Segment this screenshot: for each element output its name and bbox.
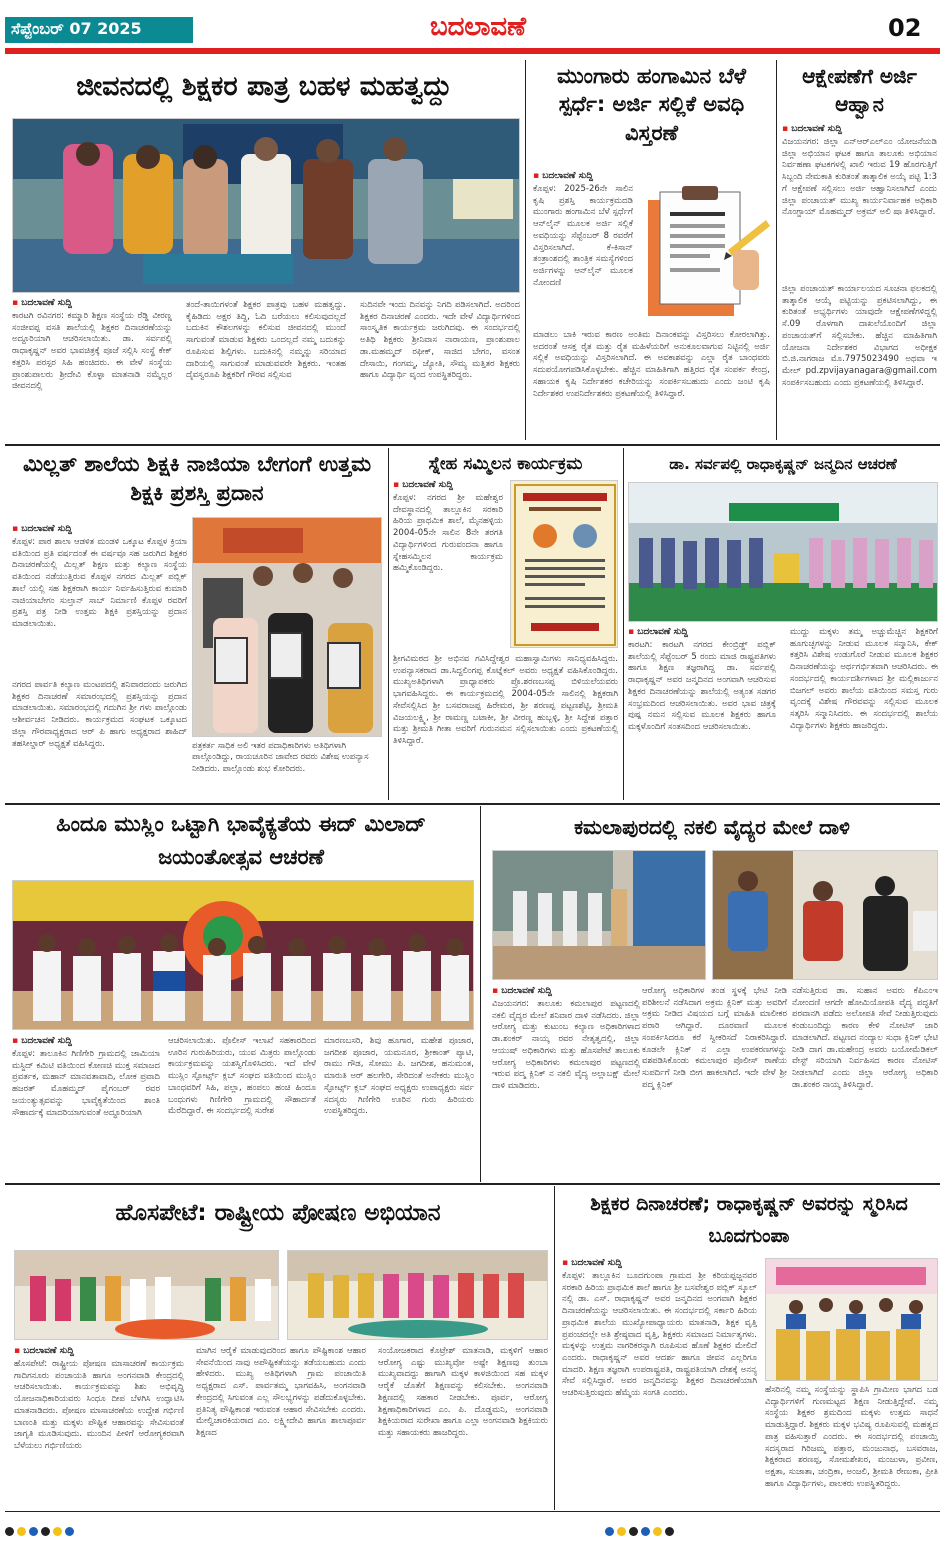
a1-photo [12,118,520,293]
a8-col1: ವಿಜಯನಗರ: ತಾಲೂಕು ಕಮಲಾಪುರ ಪಟ್ಟಣದಲ್ಲಿ ನಕಲಿ ವೈದ್ಯರ ಮೇಲೆ ಶನಿವಾರ ದಾಳಿ ನಡೆಸಿದರು. ಜಿಲ್ಲಾ ಆರೋಗ್ಯ ಮತ್ತು ಕುಟುಂಬ ಕಲ್ಯಾಣ ಅಧಿಕಾರಿಗಳಾದ ಡಾ.ಶಂಕರ್ ನಾಯ್ಕ ರವರ ನೇತೃತ್ವದಲ್ಲಿ, ಜಿಲ್ಲಾ ಆಯುಷ್ ಅಧಿಕಾರಿಗಳು ಮತ್ತು ಹೊಸಪೇಟೆ ತಾಲೂಕು ಆರೋಗ್ಯ ಅಧಿಕಾರಿಗಳು ಕಮಲಾಪುರ ಪಟ್ಟಣದಲ್ಲಿ ಇರುವ ಪದ್ಮ ಕ್ಲಿನಿಕ್ ನ ನಕಲಿ ವೈದ್ಯ ಅಲ್ಲಾಬಕ್ಷ್ ಮೇಲೆ ದಾಳಿ ಮಾಡಿದರು. [492,999,640,1092]
masthead-rule [5,48,940,54]
a7-byline: ▪ ಬದಲಾವಣೆ ಸುದ್ದಿ [12,1036,160,1048]
a9-col1: ಹೊಸಪೇಟೆ: ರಾಷ್ಟ್ರೀಯ ಪೋಷಣ ಮಾಸಾಚರಣೆ ಕಾರ್ಯಕ್ರಮ ಗಾದಿಗನೂರು ಪಂಚಾಯತಿ ಹಾಗೂ ಅಂಗನವಾಡಿ ಕೇಂದ್ರದಲ್ಲಿ ಆಚರಿಸಲಾಯಿತು. ಕಾರ್ಯಕ್ರಮವನ್ನು ಶಿಶು ಅಭಿವೃದ್ಧಿ ಯೋಜನಾಧಿಕಾರಿಯವರು ಸಿಂಧೂ ದೀಪ ಬೆಳಗಿಸಿ ಉದ್ಘಾಟಿಸಿ ಮಾತನಾಡಿದರು. ಪೋಷಣ ಮಾಸಾಚರಣೆಯ ಉದ್ದೇಶ ಗರ್ಭಿಣಿ ಬಾಣಂತಿ ಮತ್ತು ಮಕ್ಕಳು ಪೌಷ್ಟಿಕ ಆಹಾರವನ್ನು ಸೇವಿಸುವಂತೆ ಜಾಗೃತಿ ಮೂಡಿಸುವುದು. ಮುಂದಿನ ಪೀಳಿಗೆ ಆರೋಗ್ಯಕರವಾಗಿ ಬೆಳೆಯಲು ಗರ್ಭಿಣಿಯರು [14,1359,184,1452]
a5-headline: ಸ್ನೇಹ ಸಮ್ಮಿಲನ ಕಾರ್ಯಕ್ರಮ [428,454,583,474]
a2-para1: ಕೊಪ್ಪಳ: 2025-26ನೇ ಸಾಲಿನ ಕೃಷಿ ಪ್ರಶಸ್ತಿ ಕಾರ್ಯಕ್ರಮದಡಿ ಮುಂಗಾರು ಹಂಗಾಮಿನ ಬೆಳೆ ಸ್ಪರ್ಧೆಗೆ ಆನ್‌ಲೈನ್ ಮೂಲಕ ಅರ್ಜಿ ಸಲ್ಲಿಕೆ ಅವಧಿಯನ್ನು ಸೆಪ್ಟೆಂಬರ್ 8 ರವರೆಗೆ ವಿಸ್ತರಿಸಲಾಗಿದೆ. ಕೆ-ಕಿಸಾನ್ ತಂತ್ರಾಂಶದಲ್ಲಿ ತಾಂತ್ರಿಕ ಸಮಸ್ಯೆಗಳಿಂದ ಅರ್ಜಿಗಳನ್ನು ಆನ್‌ಲೈನ್ ಮೂಲಕ ನೋಂದಣಿ [533,184,633,288]
a2-byline: ▪ ಬದಲಾವಣೆ ಸುದ್ದಿ [533,171,633,183]
a5-para2: ಶ್ರೀಗವಿಮಠದ ಶ್ರೀ ಅಭಿನವ ಗವಿಸಿದ್ದೇಶ್ವರ ಮಹಾಸ್ವಾಮಿಗಳು ಸಾನಿಧ್ಯವಹಿಸಿದ್ದರು. ಉಪನ್ಯಾಸಕರಾದ ಡಾ.ಸಿದ್ದಲಿಂಗಪ್ಪ ಕೊಟ್ನೆಕಲ್ ಅವರು ಅಧ್ಯಕ್ಷತೆ ವಹಿಸಿಕೊಂಡಿದ್ದರು. ಮುಖ್ಯಅತಿಥಿಗಳಾಗಿ ಪ್ರಾಧ್ಯಾಪಕರು ಪ್ರೊ.ಶರಣಬಸಪ್ಪ ಬಿಳಿಯಲೆಯವರು ಭಾಗವಹಿಸಿದ್ದರು. ಈ ಕಾರ್ಯಕ್ರಮದಲ್ಲಿ 2004-05ನೇ ಸಾಲಿನಲ್ಲಿ ಶಿಕ್ಷಕರಾಗಿ ಸೇವೆಸಲ್ಲಿಸಿದ ಶ್ರೀ ಬಸವರಾಜಪ್ಪ ಹಿರೇಮಠ, ಶ್ರೀ ಶರಣಪ್ಪ ಪಟ್ಟಣಶೆಟ್ಟಿ, ಶ್ರೀಮತಿ ವಿಜಯಲಕ್ಷ್ಮಿ, ಶ್ರೀ ರಾಮಣ್ಣ ಬಟಾಕೀ, ಶ್ರೀ ವೀರಣ್ಣ ಹುಬ್ಬಳ್ಳಿ, ಶ್ರೀ ಸಿದ್ದೇಶ ಪತ್ತಾರ ಮತ್ತು ಶ್ರೀಮತಿ ಗೀತಾ ಅವರಿಗೆ ಗುರುನಮನ ಸಲ್ಲಿಸಲಾಯಿತು ಎಂದು ಪ್ರಕಟಣೆಯಲ್ಲಿ ತಿಳಿಸಿದ್ದಾರೆ. [393,654,618,747]
a1-col2: ತಂದೆ-ತಾಯಿಗಳಂತೆ ಶಿಕ್ಷಕರ ಪಾತ್ರವು ಬಹಳ ಮಹತ್ವದ್ದು. ಕೈಹಿಡಿದು ಅಕ್ಷರ ತಿದ್ದಿ, ಓದಿ ಬರೆಯಲು ಕಲಿಸುವುದಲ್ಲದೆ ಬದುಕಿನ ಕೌಶಲಗಳನ್ನು ಕಲಿಸುವ ಜೀವನದಲ್ಲಿ ಮುಂದೆ ಸಾಗುವಂತೆ ಮಾಡುವ ಶಿಕ್ಷಕರು ಒಂದಲ್ಲದೆ ನಮ್ಮ ಬದುಕನ್ನು ರೂಪಿಸುವ ಶಿಲ್ಪಿಗಳು. ಬದುಕಿನಲ್ಲಿ ನಮ್ಮನ್ನು ಸರಿಯಾದ ದಾರಿಯಲ್ಲಿ ಸಾಗುವಂತೆ ಮಾಡುವವರೇ ಶಿಕ್ಷಕರು. ಇಂತಹ ದೈವಸ್ವರೂಪಿ ಶಿಕ್ಷಕರಿಗೆ ಗೌರವ ಸಲ್ಲಿಸುವ [186,300,346,381]
a4-caption: ಪತ್ರಕರ್ತ ಸಾಧಿಕ ಅಲಿ ಇತರ ಪದಾಧಿಕಾರಿಗಳು ಅತಿಥಿಗಳಾಗಿ ಪಾಲ್ಗೊಂಡಿದ್ದು, ರಾಯಚೂರಿನ ಜಾವೇದ ರವರು ವಿಶೇಷ ಉಪನ್ಯಾಸ ನೀಡಿದರು. ಪಾಲ್ಗೊಂಡು ಶುಭ ಕೋರಿದರು. [192,741,369,774]
a8-photo-1 [492,850,706,980]
a6-col1: ಕಾರಟಗಿ: ಕಾರಟಗಿ ನಗರದ ಕೇಂಬ್ರಿಡ್ಜ್ ಪಬ್ಲಿಕ್ ಶಾಲೆಯಲ್ಲಿ ಸೆಪ್ಟೆಂಬರ್ 5 ರಂದು ಮಾಜಿ ರಾಷ್ಟ್ರಪತಿಗಳು ಹಾಗೂ ಶಿಕ್ಷಣ ತಜ್ಞರಾಗಿದ್ದ ಡಾ. ಸರ್ವಪಲ್ಲಿ ರಾಧಾಕೃಷ್ಣನ್ ಅವರ ಜನ್ಮದಿನದ ಅಂಗವಾಗಿ ಆಚರಿಸುವ ಶಿಕ್ಷಕರ ದಿನಾಚರಣೆಯನ್ನು ಶಾಲೆಯಲ್ಲಿ ಅತ್ಯಂತ ಸಡಗರ ಸಂಭ್ರಮದಿಂದ ಆಚರಿಸಲಾಯಿತು. ಅವರ ಭಾವ ಚಿತ್ರಕ್ಕೆ ಪುಷ್ಪ ನಮನ ಸಲ್ಲಿಸುವ ಮೂಲಕ ಶಿಕ್ಷಕರು ಹಾಗೂ ಮಕ್ಕಳೊಂದಿಗೆ ಸಂತಸದಿಂದ ಆಚರಿಸಲಾಯಿತು. [628,640,776,733]
a10-photo [765,1258,938,1381]
a5-para1: ಕೊಪ್ಪಳ: ನಗರದ ಶ್ರೀ ಮಹೇಶ್ವರ ದೇವಸ್ಥಾನದಲ್ಲಿ ತಾಲ್ಲೂಕಿನ ಸರಕಾರಿ ಹಿರಿಯ ಪ್ರಾಥಮಿಕ ಶಾಲೆ, ಮೈನಹಳ್ಳಿಯ 2004-05ನೇ ಸಾಲಿನ 8ನೇ ತರಗತಿ ವಿದ್ಯಾರ್ಥಿಗಳಿಂದ ಗುರುವಂದನಾ ಹಾಗೂ ಸ್ನೇಹಸಮ್ಮಿಲನ ಕಾರ್ಯಕ್ರಮ ಹಮ್ಮಿಕೊಂಡಿದ್ದರು. [393,493,503,574]
page-number: 02 [888,14,922,42]
a6-headline: ಡಾ. ಸರ್ವಪಲ್ಲಿ ರಾಧಾಕೃಷ್ಣನ್ ಜನ್ಮದಿನ ಆಚರಣೆ [669,455,897,473]
a6-photo [628,482,938,622]
a10-headline: ಶಿಕ್ಷಕರ ದಿನಾಚರಣೆ; ರಾಧಾಕೃಷ್ಣನ್ ಅವರನ್ನು ಸ್ಮರಿಸಿದ ಬೂದಗುಂಪಾ [590,1193,908,1248]
a5-byline: ▪ ಬದಲಾವಣೆ ಸುದ್ದಿ [393,480,503,492]
footer-dots-right [605,1521,677,1540]
masthead-date: ಸೆಪ್ಟೆಂಬರ್ 07 2025 [5,17,193,43]
a9-headline: ಹೊಸಪೇಟೆ: ರಾಷ್ಟ್ರೀಯ ಪೋಷಣ ಅಭಿಯಾನ [115,1200,441,1226]
a5-invitation-card [510,480,618,648]
a10-para1: ಕೊಪ್ಪಳ: ತಾಲ್ಲೂಕಿನ ಬೂದಗುಂಪಾ ಗ್ರಾಮದ ಶ್ರೀ ಕರಿಯಪ್ಪಜ್ಜನವರ ಸರಕಾರಿ ಹಿರಿಯ ಪ್ರಾಥಮಿಕ ಶಾಲೆ ಹಾಗೂ ಶ್ರೀ ಬಸವೇಶ್ವರ ಪಬ್ಲಿಕ್ ಸ್ಕೂಲ್ ನಲ್ಲಿ ಡಾ. ಎಸ್. ರಾಧಾಕೃಷ್ಣನ್ ಅವರ ಜನ್ಮದಿನದ ಅಂಗವಾಗಿ ಶಿಕ್ಷಕರ ದಿನಾಚರಣೆಯನ್ನು ಆಚರಿಸಲಾಯಿತು. ಈ ಸಂದರ್ಭದಲ್ಲಿ ಸರ್ಕಾರಿ ಹಿರಿಯ ಪ್ರಾಥಮಿಕ ಶಾಲೆಯ ಮುಖ್ಯೋಪಾಧ್ಯಾಯರು ಮಾತನಾಡಿ, ಶಿಕ್ಷಕ ವೃತ್ತಿ ಪ್ರಪಂಚದಲ್ಲೇ ಅತಿ ಶ್ರೇಷ್ಠವಾದ ವೃತ್ತಿ, ಶಿಕ್ಷಕರು ಸಮಾಜದ ನಿರ್ಮಾತೃಗಳು. ಮಕ್ಕಳನ್ನು ಉತ್ತಮ ನಾಗರಿಕರನ್ನಾಗಿ ರೂಪಿಸುವ ಹೊಣೆ ಶಿಕ್ಷಕರ ಮೇಲಿದೆ ಎಂದರು. ರಾಧಾಕೃಷ್ಣನ್ ಅವರ ಆದರ್ಶ ಹಾಗೂ ಜೀವನ ಎಲ್ಲರಿಗೂ ಮಾದರಿ. ಶಿಕ್ಷಣ ತಜ್ಞರಾಗಿ ಉಪರಾಷ್ಟ್ರಪತಿ, ರಾಷ್ಟ್ರಪತಿಯಾಗಿ ದೇಶಕ್ಕೆ ಅನನ್ಯ ಸೇವೆ ಸಲ್ಲಿಸಿದ್ದಾರೆ. ಅವರ ಜನ್ಮದಿನವನ್ನು ಶಿಕ್ಷಕರ ದಿನಾಚರಣೆಯಾಗಿ ಆಚರಿಸುತ್ತಿರುವುದು ಹೆಮ್ಮೆಯ ಸಂಗತಿ ಎಂದರು. [562,1271,757,1399]
a8-byline: ▪ ಬದಲಾವಣೆ ಸುದ್ದಿ [492,986,640,998]
a9-col3: ಸಂಯೋಜಕರಾದ ಕೊಟ್ರೇಶ್ ಮಾತನಾಡಿ, ಮಕ್ಕಳಿಗೆ ಆಹಾರ ಆರೋಗ್ಯ ಎಷ್ಟು ಮುಖ್ಯವೋ ಅಷ್ಟೇ ಶಿಕ್ಷಣವು ತುಂಬಾ ಮುಖ್ಯವಾದದ್ದು ಹಾಗಾಗಿ ಮಕ್ಕಳ ಕಾಳಜಿಯಿಂದ ಸಹ ಮಕ್ಕಳ ಆರೈಕೆ ಜೊತೆಗೆ ಶಿಕ್ಷಣವನ್ನು ಕಲಿಸಬೇಕು. ಅಂಗನವಾಡಿ ಶಿಕ್ಷಣದಲ್ಲಿ ಸಹಕಾರ ನೀಡಬೇಕು. ಪೂರ್ವ, ಆರೋಗ್ಯ ಶಿಕ್ಷಣಾಧಿಕಾರಿಗಳಾದ ಎಂ. ಪಿ. ದೊಡ್ಡಮನಿ, ಅಂಗನವಾಡಿ ಶಿಕ್ಷಕಿಯರಾದ ಸುರೇಖಾ ಹಾಗೂ ಎಲ್ಲಾ ಅಂಗನವಾಡಿ ಶಿಕ್ಷಕಿಯರು ಮತ್ತು ಸಹಾಯಕರು ಹಾಜರಿದ್ದರು. [378,1346,548,1439]
a10-byline: ▪ ಬದಲಾವಣೆ ಸುದ್ದಿ [562,1258,757,1270]
a9-photo-2 [287,1250,548,1340]
a1-headline: ಜೀವನದಲ್ಲಿ ಶಿಕ್ಷಕರ ಪಾತ್ರ ಬಹಳ ಮಹತ್ವದ್ದು [76,71,452,102]
a1-byline: ▪ ಬದಲಾವಣೆ ಸುದ್ದಿ [12,298,172,310]
a3-headline: ಆಕ್ಷೇಪಣೆಗೆ ಅರ್ಜಿ ಆಹ್ವಾನ [802,64,917,116]
a7-photo [12,880,474,1030]
a2-form-illustration [638,180,770,330]
a8-photo-2 [712,850,938,980]
footer-dots-left [5,1521,77,1540]
a3-para1: ವಿಜಯನಗರ: ಜಿಲ್ಲಾ ಎನ್‌ಆರ್‌ಎಲ್‌ಎಂ ಯೋಜನೆಯಡಿ ಜಿಲ್ಲಾ ಅಭಿಯಾನ ಘಟಕ ಹಾಗೂ ತಾಲೂಕು ಅಭಿಯಾನ ನಿರ್ವಹಣಾ ಘಟಕಗಳಲ್ಲಿ ಖಾಲಿ ಇರುವ 19 ಹೊರಗುತ್ತಿಗೆ ಸಿಬ್ಬಂದಿ ನೇಮಕಾತಿ ಕುರಿತಂತೆ ತಾತ್ಕಾಲಿಕ ಅಯ್ಕೆ ಪಟ್ಟಿ 1:3 ಗೆ ಆಕ್ಷೇಪಣೆ ಸಲ್ಲಿಸಲು ಅರ್ಜಿ ಆಹ್ವಾನಿಸಲಾಗಿದೆ ಎಂದು ಜಿಲ್ಲಾ ಪಂಚಾಯತ್ ಮುಖ್ಯ ಕಾರ್ಯನಿರ್ವಾಹಕ ಅಧಿಕಾರಿ ನೊಂಗ್ಜಾಯ್ ಮೊಹಮ್ಮದ್ ಅಕ್ರಮ್ ಅಲಿ ಷಾ ತಿಳಿಸಿದ್ದಾರೆ. [782,137,937,218]
a8-col3: ನಡೆಸುತ್ತಿರುವ ಡಾ. ಸುಹಾನ ಅವರು ಕೆಪಿಎಂಇ ನೋಂದಣಿ ಆಗದೇ ಹೋಮಿಯೋಪತಿ ವೈದ್ಯ ಪದ್ಧತಿಗೆ ಪರವಾನಗಿ ಪಡೆದು ಅಲೋಪತಿ ಸೇವೆ ನೀಡುತ್ತಿರುವುದು ಕಂಡುಬಂದಿದ್ದು ಕಾರಣ ಕೇಳಿ ನೋಟಿಸ್ ಜಾರಿ ಮಾಡಲಾಗಿದೆ. ಪಟ್ಟಣದ ನಂದ್ಯಾಲ ಸುಧಾ ಕ್ಲಿನಿಕ್ ಭೇಟಿ ನೀಡಿ ದಾಗ ಡಾ.ಮಹೇಂದ್ರ ಅವರು ಬಯೋಮೆಡಿಕಲ್ ವೇಸ್ಟ್ ಸರಿಯಾಗಿ ನಿರ್ವಹಿಸದ ಕಾರಣ ನೋಟಿಸ್ ನೀಡಲಾಗಿದೆ ಎಂದು ಜಿಲ್ಲಾ ಆರೋಗ್ಯ ಅಧಿಕಾರಿ ಡಾ.ಶಂಕರ ನಾಯ್ಕ ತಿಳಿಸಿದ್ದಾರೆ. [792,986,938,1090]
a4-photo [192,517,382,737]
a4-byline: ▪ ಬದಲಾವಣೆ ಸುದ್ದಿ [12,524,187,536]
a9-byline: ▪ ಬದಲಾವಣೆ ಸುದ್ದಿ [14,1346,184,1358]
a3-byline: ▪ ಬದಲಾವಣೆ ಸುದ್ದಿ [782,124,937,136]
a6-byline: ▪ ಬದಲಾವಣೆ ಸುದ್ದಿ [628,627,776,639]
a2-para2: ಮಾಡಲು ಬಾಕಿ ಇರುವ ಕಾರಣ ಅಂತಿಮ ದಿನಾಂಕವನ್ನು ವಿಸ್ತರಿಸಲು ಕೋರಲಾಗಿತ್ತು. ಅದರಂತೆ ಆಸಕ್ತ ರೈತ ಮತ್ತು ರೈತ ಮಹಿಳೆಯರಿಗೆ ಅನುಕೂಲವಾಗುವ ನಿಟ್ಟಿನಲ್ಲಿ ಅರ್ಜಿ ಸಲ್ಲಿಕೆ ಅವಧಿಯನ್ನು ವಿಸ್ತರಿಸಲಾಗಿದೆ. ಈ ಅವಕಾಶವನ್ನು ಎಲ್ಲಾ ರೈತ ಬಾಂಧವರು ಸದುಪಯೋಗಪಡಿಸಿಕೊಳ್ಳಬೇಕು. ಹೆಚ್ಚಿನ ಮಾಹಿತಿಗಾಗಿ ಹತ್ತಿರದ ರೈತ ಸಂಪರ್ಕ ಕೇಂದ್ರ, ಸಹಾಯಕ ಕೃಷಿ ನಿರ್ದೇಶಕರ ಕಚೇರಿಯನ್ನು ಸಂಪರ್ಕಿಸಬಹುದು ಎಂದು ಜಂಟಿ ಕೃಷಿ ನಿರ್ದೇಶಕರ ಉಪನಿರ್ದೇಶಕರು ಪ್ರಕಟಣೆಯಲ್ಲಿ ತಿಳಿಸಿದ್ದಾರೆ. [533,330,770,399]
a6-col2: ಮುದ್ದು ಮಕ್ಕಳು ತಮ್ಮ ಅಚ್ಚುಮೆಚ್ಚಿನ ಶಿಕ್ಷಕರಿಗೆ ಹೂಗುಚ್ಛಗಳನ್ನು ನೀಡುವ ಮೂಲಕ ಸನ್ಮಾನಿಸಿ, ಕೇಕ್ ಕತ್ತರಿಸಿ ವಿಶೇಷ ಉಡುಗೊರೆ ನೀಡುವ ಮೂಲಕ ಶಿಕ್ಷಕರ ದಿನಾಚರಣೆಯನ್ನು ಅರ್ಥಗರ್ಭಿತವಾಗಿ ಆಚರಿಸಿದರು. ಈ ಸಂದರ್ಭದಲ್ಲಿ ಕಾರ್ಯದರ್ಶಿಗಳಾದ ಶ್ರೀ ಮಲ್ಲಿಕಾರ್ಜುನ ಬಿಜಗಲ್ ಅವರು ಶಾಲೆಯ ವತಿಯಿಂದ ಸಮಸ್ತ ಗುರು ವೃಂದಕ್ಕೆ ವಿಶೇಷ ಗೌರವವನ್ನು ಸಲ್ಲಿಸುವ ಮೂಲಕ ಸತ್ಕರಿಸಿ ಸನ್ಮಾನಿಸಿದರು. ಈ ಸಂದರ್ಭದಲ್ಲಿ ಶಾಲೆಯ ವಿದ್ಯಾರ್ಥಿಗಳು ಶಿಕ್ಷಕರು ಹಾಜರಿದ್ದರು. [790,627,938,731]
a2-headline: ಮುಂಗಾರು ಹಂಗಾಮಿನ ಬೆಳೆ ಸ್ಪರ್ಧೆ: ಅರ್ಜಿ ಸಲ್ಲಿಕೆ ಅವಧಿ ವಿಸ್ತರಣೆ [557,64,746,145]
a9-photo-1 [14,1250,279,1340]
a1-col3: ಸುದಿನವೇ ಇಂದು ದಿನವನ್ನು ನಿಗದಿ ಪಡಿಸಲಾಗಿದೆ. ಅದರಿಂದ ಶಿಕ್ಷಕರ ದಿನಾಚರಣೆ ಎಂದರು. ಇದೇ ವೇಳೆ ವಿದ್ಯಾರ್ಥಿಗಳಿಂದ ಸಾಂಸ್ಕೃತಿಕ ಕಾರ್ಯಕ್ರಮ ಜರುಗಿದವು. ಈ ಸಂದರ್ಭದಲ್ಲಿ ಅತಿಥಿ ಶಿಕ್ಷಕರು ಶ್ರೀನಿವಾಸ ನಾರಾಯಣ, ಪ್ರಾಂಶುಪಾಲ ಡಾ.ಮಹಮ್ಮದ್ ರಫೀಕ್, ಸಾಜಿದ ಬೇಗಂ, ವಸಂತ ದೇಸಾಯಿ, ಗಂಗಮ್ಮ, ಜ್ಯೋತಿ, ಸೌಮ್ಯ ಮತ್ತಿತರ ಶಿಕ್ಷಕರು ಹಾಗೂ ವಿದ್ಯಾರ್ಥಿ ವೃಂದ ಉಪಸ್ಥಿತರಿದ್ದರು. [360,300,520,381]
a4-para2: ನಗರದ ಪಾರ್ವತಿ ಕಲ್ಯಾಣ ಮಂಟಪದಲ್ಲಿ ಶನಿವಾರದಂದು ಜರುಗಿದ ಶಿಕ್ಷಕರ ದಿನಾಚರಣೆ ಸಮಾರಂಭದಲ್ಲಿ ಪ್ರಶಸ್ತಿಯನ್ನು ಪ್ರದಾನ ಮಾಡಲಾಯಿತು. ಸಮಾರಂಭದಲ್ಲಿ ಗದುಗಿನ ಶ್ರೀ ಗಳು ಪಾಲ್ಗೊಂಡು ಆಶೀರ್ವಚನ ನೀಡಿದರು. ಕಾರ್ಯಕ್ರಮದ ಸಂಘಟಕ ಒಕ್ಕೂಟದ ಜಿಲ್ಲಾ ಗೌರವಾಧ್ಯಕ್ಷರಾದ ಆರ್ ಪಿ ಹಾಗು ಅಧ್ಯಕ್ಷರಾದ ಶಾಹಿದ್ ತಹಸೀಲ್ದಾರ್ ಅಧ್ಯಕ್ಷತೆ ವಹಿಸಿದ್ದರು. [12,680,187,749]
a7-col1: ಕೊಪ್ಪಳ: ತಾಲೂಕಿನ ಗಿಣಿಗೇರಿ ಗ್ರಾಮದಲ್ಲಿ ಜಾಮಿಯಾ ಮಸ್ಜಿದ್ ಕಮಿಟಿ ವತಿಯಿಂದ ಕೋಣಚಿ ಮುಕ್ತ ಸಮಾಜದ ಪ್ರವರ್ತಕ, ಮಹಾನ್ ಮಾನವತಾವಾದಿ, ಲೋಕ ಪ್ರವಾದಿ ಹಜರತ್ ಮೊಹಮ್ಮದ್ ಪೈಗಂಬರ್ ರವರ ಜಯಂತ್ಯುತ್ಸವವನ್ನು ಭಾವೈಕ್ಯತೆಯಿಂದ ಶಾಂತಿ ಸೌಹಾರ್ದಕ್ಕೆ ಮಾದರಿಯಾಗುವಂತೆ ಅದ್ಧೂರಿಯಾಗಿ [12,1049,160,1118]
a7-headline: ಹಿಂದೂ ಮುಸ್ಲಿಂ ಒಟ್ಟಾಗಿ ಭಾವೈಕ್ಯತೆಯ ಈದ್ ಮಿಲಾದ್ ಜಯಂತೋತ್ಸವ ಆಚರಣೆ [56,812,426,869]
newspaper-logo: ಬದಲಾವಣೆ [429,12,527,42]
footer-dots [5,1515,940,1537]
a7-col2: ಆಚರಿಸಲಾಯಿತು. ಪೊಲೀಸ್ ಇಲಾಖೆ ಸಹಕಾರದಿಂದ ಊರಿನ ಗುರುಹಿರಿಯರು, ಯುವ ಮಿತ್ರರು ಪಾಲ್ಗೊಂಡು ಕಾರ್ಯಕ್ರಮವನ್ನು ಯಶಸ್ವಿಗೊಳಿಸಿದರು. ಇದೆ ವೇಳೆ ಮುಸ್ಲಿಂ ಸ್ಫೋರ್ಟ್ಸ್ ಕ್ಲಬ್ ಸಂಘದ ವತಿಯಿಂದ ಮುಸ್ಲಿಂ ಬಾಂಧವರಿಗೆ ಸಿಹಿ, ಪಲ್ಲಾ, ಹಂಪಲು ಹಂಚಿ ಹಿಂದೂ ಬಂಧುಗಳು ಗಿಣಿಗೇರಿ ಗ್ರಾಮದಲ್ಲಿ ಸೌಹಾರ್ದತೆ ಮೆರೆದಿದ್ದಾರೆ. ಈ ಸಂದರ್ಭದಲ್ಲಿ ಸುರೇಶ [168,1036,316,1117]
a10-para2: ಹೆಸರಿನಲ್ಲಿ ನಮ್ಮ ಸಂಸ್ಥೆಯನ್ನು ಸ್ಥಾಪಿಸಿ ಗ್ರಾಮೀಣ ಭಾಗದ ಬಡ ವಿದ್ಯಾರ್ಥಿಗಳಿಗೆ ಗುಣಮಟ್ಟದ ಶಿಕ್ಷಣ ನೀಡುತ್ತಿದ್ದೇವೆ. ನಮ್ಮ ಸಂಸ್ಥೆಯ ಶಿಕ್ಷಕರ ಶ್ರಮದಿಂದ ಮಕ್ಕಳು ಉತ್ತಮ ಸಾಧನೆ ಮಾಡುತ್ತಿದ್ದಾರೆ. ಶಿಕ್ಷಕರು ಮಕ್ಕಳ ಭವಿಷ್ಯ ರೂಪಿಸುವಲ್ಲಿ ಮಹತ್ವದ ಪಾತ್ರ ವಹಿಸುತ್ತಾರೆ ಎಂದರು. ಈ ಸಂದರ್ಭದಲ್ಲಿ ಪಂಚಾಯ್ತಿ ಸದಸ್ಯರಾದ ಗಿರಿಜಮ್ಮ ಪತ್ತಾರ, ಮಂಜುನಾಥ, ಬಸವರಾಜ, ಶಿಕ್ಷಕರಾದ ಶರಣಪ್ಪ, ಸೋಮಶೇಖರ, ಮಂಜುಳಾ, ಪ್ರವೀಣ, ಅಕ್ಷತಾ, ಸುಜಾತಾ, ಚಂದ್ರಿಕಾ, ಅಂಜಲಿ, ಶ್ರೀಮತಿ ರೇಣುಕಾ, ಪ್ರೀತಿ ಹಾಗೂ ವಿದ್ಯಾರ್ಥಿಗಳು, ಪಾಲಕರು ಉಪಸ್ಥಿತರಿದ್ದರು. [765,1385,938,1489]
a7-col3: ಮಾರಣಬಸರಿ, ಶಿವು ಹೂಗಾರ, ಮಹೇಶ ಪೂಜಾರ, ಜಗದೀಶ ಪೂಜಾರ, ಯಮನೂರ, ಶ್ರೀಕಾಂತ್ ಪ್ಯಾಟಿ, ರಾಮು ಗೌಡ, ಸೋಮು ಪಿ. ಜಗದೀಶ, ಹನುಮಂತ, ಮಾರುತಿ ಅರ್ ಹಲಗೇರಿ, ಸೇರಿದಂತೆ ಅನೇಕರು ಮುಸ್ಲಿಂ ಸ್ಫೋರ್ಟ್ಸ್ ಕ್ಲಬ್ ಸಂಘದ ಅಧ್ಯಕ್ಷರು ಉಪಾಧ್ಯಕ್ಷರು ಸರ್ವ ಸದಸ್ಯರು ಗಿಣಿಗೇರಿ ಊರಿನ ಗುರು ಹಿರಿಯರು ಉಪಸ್ಥಿತರಿದ್ದರು. [324,1036,474,1117]
a4-para1: ಕೊಪ್ಪಳ: ಪಾಠ ಶಾಲಾ ಆಡಳಿತ ಮಂಡಳಿ ಒಕ್ಕೂಟ ಕೊಪ್ಪಳ ಕ್ರಿಯಾ ವತಿಯಿಂದ ಪ್ರತಿ ವರ್ಷದಂತೆ ಈ ವರ್ಷವೂ ಸಹ ಜರುಗಿದ ಶಿಕ್ಷಕರ ದಿನಾಚರಣೆಯಲ್ಲಿ ಮಿಲ್ಲತ್ ಶಿಕ್ಷಣ ಮತ್ತು ಕಲ್ಯಾಣ ಸಂಸ್ಥೆಯ ವತಿಯಿಂದ ನಡೆಯುತ್ತಿರುವ ಕೊಪ್ಪಳ ನಗರದ ಮಿಲ್ಲತ್ ಪಬ್ಲಿಕ್ ಶಾಲೆ ಯಲ್ಲಿ ಸಹ ಶಿಕ್ಷಕರಾಗಿ ಕಾರ್ಯ ನಿರ್ವಹಿಸುತ್ತಿರುವ ಕುಮಾರಿ ನಾಜಿಯಾಬೇಗಂ ಸುಲ್ತಾನ್ ಸಾಬ್ ನಿರ್ಮಾಣಿ ಕೊಪ್ಪಳ ರವರಿಗೆ ಪ್ರಶಸ್ತಿ ಪತ್ರ ನೀಡಿ ಉತ್ತಮ ಶಿಕ್ಷಕಿ ಪ್ರಶಸ್ತಿಯನ್ನು ಪ್ರದಾನ ಮಾಡಲಾಯಿತು. [12,537,187,630]
a1-col1: ಕಾರಟಗಿ ರವಿನಗರ: ಕಮ್ಮಾರಿ ಶಿಕ್ಷಣ ಸಂಸ್ಥೆಯ ರೆಡ್ಡಿ ವೀರಣ್ಣ ಸಂಜೀವಪ್ಪ ವಸತಿ ಶಾಲೆಯಲ್ಲಿ ಶಿಕ್ಷಕರ ದಿನಾಚರಣೆಯನ್ನು ಅದ್ದೂರಿಯಾಗಿ ಆಚರಿಸಲಾಯಿತು. ಡಾ. ಸರ್ವಪಲ್ಲಿ ರಾಧಾಕೃಷ್ಣನ್ ಅವರ ಭಾವಚಿತ್ರಕ್ಕೆ ಪೂಜೆ ಸಲ್ಲಿಸಿ ಸಂಸ್ಥೆ ಕೇಕ್ ಕತ್ತರಿಸಿ ಪರಸ್ಪರ ಸಿಹಿ ಹಂಚಿದರು. ಈ ವೇಳೆ ಸಂಸ್ಥೆಯ ಪ್ರಾಂಶುಪಾಲರು ಶ್ರೀದೇವಿ ಕೊಳ್ಳಾ ಮಾತನಾಡಿ ನಮ್ಮೆಲ್ಲರ ಜೀವನದಲ್ಲಿ [12,311,172,392]
a4-headline: ಮಿಲ್ಲತ್ ಶಾಲೆಯ ಶಿಕ್ಷಕಿ ನಾಜಿಯಾ ಬೇಗಂಗೆ ಉತ್ತಮ ಶಿಕ್ಷಕಿ ಪ್ರಶಸ್ತಿ ಪ್ರದಾನ [22,452,372,506]
a3-para2: ಜಿಲ್ಲಾ ಪಂಚಾಯತ್ ಕಾರ್ಯಾಲಯದ ಸೂಚನಾ ಫಲಕದಲ್ಲಿ ತಾತ್ಕಾಲಿಕ ಆಯ್ಕೆ ಪಟ್ಟಿಯನ್ನು ಪ್ರಕಟಿಸಲಾಗಿದ್ದು, ಈ ಕುರಿತಂತೆ ಅಭ್ಯರ್ಥಿಗಳು ಯಾವುದೇ ಆಕ್ಷೇಪಣೆಗಳಿದ್ದಲ್ಲಿ ಸೆ.09 ರೊಳಗಾಗಿ ದಾಖಲೆಯೊಂದಿಗೆ ಜಿಲ್ಲಾ ಪಂಚಾಯತ್‌ಗೆ ಸಲ್ಲಿಸಬೇಕು. ಹೆಚ್ಚಿನ ಮಾಹಿತಿಗಾಗಿ ಯೋಜನಾ ನಿರ್ದೇಶಕರ ವಿಭಾಗದ ಅಧೀಕ್ಷಕ ಬಿ.ಜಿ.ನಾಗರಾಜ ಮೊ.7975023490 ಅಥವಾ ಇ ಮೇಲ್ pd.zpvijayanagara@gmail.com ಸಂಪರ್ಕಿಸಬಹುದು ಎಂದು ಪ್ರಕಟಣೆಯಲ್ಲಿ ತಿಳಿಸಿದ್ದಾರೆ. [782,284,937,388]
a8-headline: ಕಮಲಾಪುರದಲ್ಲಿ ನಕಲಿ ವೈದ್ಯರ ಮೇಲೆ ದಾಳಿ [574,815,850,839]
a9-col2: ಮಾಗಿನ ಆರೈಕೆ ಮಾಡುವುದರಿಂದ ಹಾಗೂ ಪೌಷ್ಟಿಕಾಂಶ ಆಹಾರ ಸೇವನೆಯಿಂದ ನಾವು ಅಪೌಷ್ಟಿಕತೆಯನ್ನು ತಡೆಯಬಹುದು ಎಂದು ಹೇಳಿದರು. ಮುಖ್ಯ ಅತಿಥಿಗಳಾಗಿ ಗ್ರಾಮ ಪಂಚಾಯಿತಿ ಅಧ್ಯಕ್ಷರಾದ ಎಸ್. ಪಾರ್ವತಮ್ಮ ಭಾಗವಹಿಸಿ, ಅಂಗನವಾಡಿ ಕೇಂದ್ರದಲ್ಲಿ ಸಿಗುವಂತ ಎಲ್ಲ ಸೌಲಭ್ಯಗಳನ್ನು ಪಡೆದುಕೊಳ್ಳಬೇಕು. ಪ್ರತಿನಿತ್ಯ ಪೌಷ್ಟಿಕಾಂಶ ಇರುವಂತ ಆಹಾರ ಸೇವಿಸಬೇಕು ಎಂದರು. ಮೇಲ್ವಿಚಾರಕಿಯರಾದ ಎಂ. ಲಕ್ಷ್ಮೀದೇವಿ ಹಾಗೂ ಶಾಲಾಪೂರ್ವ ಶಿಕ್ಷಣದ [196,1346,366,1439]
a8-col2: ಆರೋಗ್ಯ ಅಧಿಕಾರಿಗಳ ತಂಡ ಸ್ಥಳಕ್ಕೆ ಭೇಟಿ ನೀಡಿ ಪರಿಶೀಲನೆ ನಡೆಸಿದಾಗ ಅಕ್ರಮ ಕ್ಲಿನಿಕ್ ಮತ್ತು ಅವರಿಗೆ ಅಕ್ರಮ ನೀಡಿದ ವಿಷಯದ ಬಗ್ಗೆ ಮಾಹಿತಿ ಮಾಲೀಕರ ಪರಾರಿ ಆಗಿದ್ದಾರೆ. ದೂರವಾಣಿ ಮೂಲಕ ಸಂಪರ್ಕಿಸಿದರೂ ಕರೆ ಸ್ವೀಕರಿಸದೆ ನಿರಾಕರಿಸಿದ್ದಾರೆ. ಕೂಡಲೇ ಕ್ಲಿನಿಕ್ ನ ಎಲ್ಲಾ ಉಪಕರಣಗಳನ್ನು ವಶಪಡಿಸಿಕೊಂಡು ಕಮಲಾಪುರ ಪೊಲೀಸ್ ಠಾಣೆಯ ಸುಪರ್ದಿಗೆ ನೀಡಿ ಬೀಗ ಹಾಕಲಾಗಿದೆ. ಇದೇ ವೇಳೆ ಶ್ರೀ ಪದ್ಮ ಕ್ಲಿನಿಕ್ [642,986,787,1090]
